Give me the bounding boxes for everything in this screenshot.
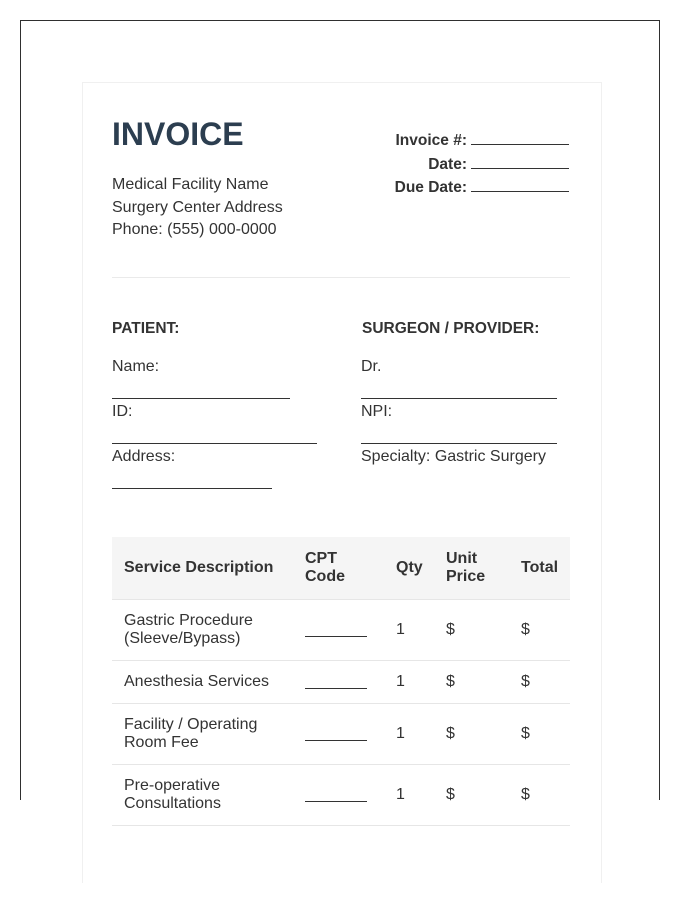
cpt-code-field[interactable]: [305, 678, 367, 689]
qty-cell: 1: [384, 600, 434, 661]
col-total: Total: [509, 537, 570, 600]
patient-id-label: ID:: [112, 403, 133, 420]
cpt-code-field[interactable]: [305, 626, 367, 637]
date-label: Date:: [428, 155, 467, 173]
unit-price-cell: $: [434, 765, 509, 826]
patient-address-field[interactable]: [112, 488, 272, 489]
cpt-code-field[interactable]: [305, 730, 367, 741]
patient-id-field[interactable]: [112, 443, 317, 444]
qty-cell: 1: [384, 704, 434, 765]
table-row: [112, 765, 570, 826]
page-frame: [20, 20, 660, 812]
unit-price-cell: $: [434, 704, 509, 765]
due-date-field[interactable]: [471, 176, 569, 192]
provider-specialty: Specialty: Gastric Surgery: [361, 448, 546, 465]
invoice-meta: [395, 129, 569, 200]
cpt-code-cell: [293, 765, 384, 826]
patient-address-label: Address:: [112, 448, 176, 465]
invoice-title: INVOICE: [112, 116, 244, 152]
cpt-code-field[interactable]: [305, 791, 367, 802]
service-description: Anesthesia Services: [112, 661, 293, 704]
col-cpt-code: CPT Code: [293, 537, 384, 600]
date-row: [395, 153, 569, 177]
col-qty: Qty: [384, 537, 434, 600]
invoice-number-field[interactable]: [471, 129, 569, 145]
patient-heading: PATIENT:: [112, 320, 180, 337]
service-description: Gastric Procedure (Sleeve/Bypass): [112, 600, 293, 661]
provider-npi-field[interactable]: [361, 443, 557, 444]
col-service-description: Service Description: [112, 537, 293, 600]
due-date-row: [395, 176, 569, 200]
service-description: Facility / Operating Room Fee: [112, 704, 293, 765]
cpt-code-cell: [293, 600, 384, 661]
date-field[interactable]: [471, 153, 569, 169]
table-row: [112, 661, 570, 704]
cpt-code-cell: [293, 704, 384, 765]
total-cell: $: [509, 661, 570, 704]
total-cell: $: [509, 765, 570, 826]
invoice-number-row: [395, 129, 569, 153]
service-description: Pre-operative Consultations: [112, 765, 293, 826]
header-divider: [112, 277, 570, 278]
qty-cell: 1: [384, 661, 434, 704]
patient-name-label: Name:: [112, 358, 160, 375]
unit-price-cell: $: [434, 661, 509, 704]
total-cell: $: [509, 704, 570, 765]
facility-name: Medical Facility Name: [112, 176, 269, 193]
services-table: [112, 537, 570, 826]
table-row: [112, 600, 570, 661]
invoice-number-label: Invoice #:: [395, 132, 467, 149]
due-date-label: Due Date:: [394, 179, 467, 196]
provider-name-field[interactable]: [361, 398, 557, 399]
facility-address: Surgery Center Address: [112, 198, 283, 216]
unit-price-cell: $: [434, 600, 509, 661]
table-row: [112, 704, 570, 765]
provider-heading: SURGEON / PROVIDER:: [362, 320, 540, 337]
facility-info: [112, 174, 283, 242]
col-unit-price: Unit Price: [434, 537, 509, 600]
provider-dr-label: Dr.: [361, 358, 382, 375]
patient-name-field[interactable]: [112, 398, 290, 399]
cpt-code-cell: [293, 661, 384, 704]
qty-cell: 1: [384, 765, 434, 826]
table-header-row: [112, 537, 570, 600]
provider-npi-label: NPI:: [361, 403, 393, 420]
facility-phone: Phone: (555) 000-0000: [112, 221, 277, 238]
total-cell: $: [509, 600, 570, 661]
